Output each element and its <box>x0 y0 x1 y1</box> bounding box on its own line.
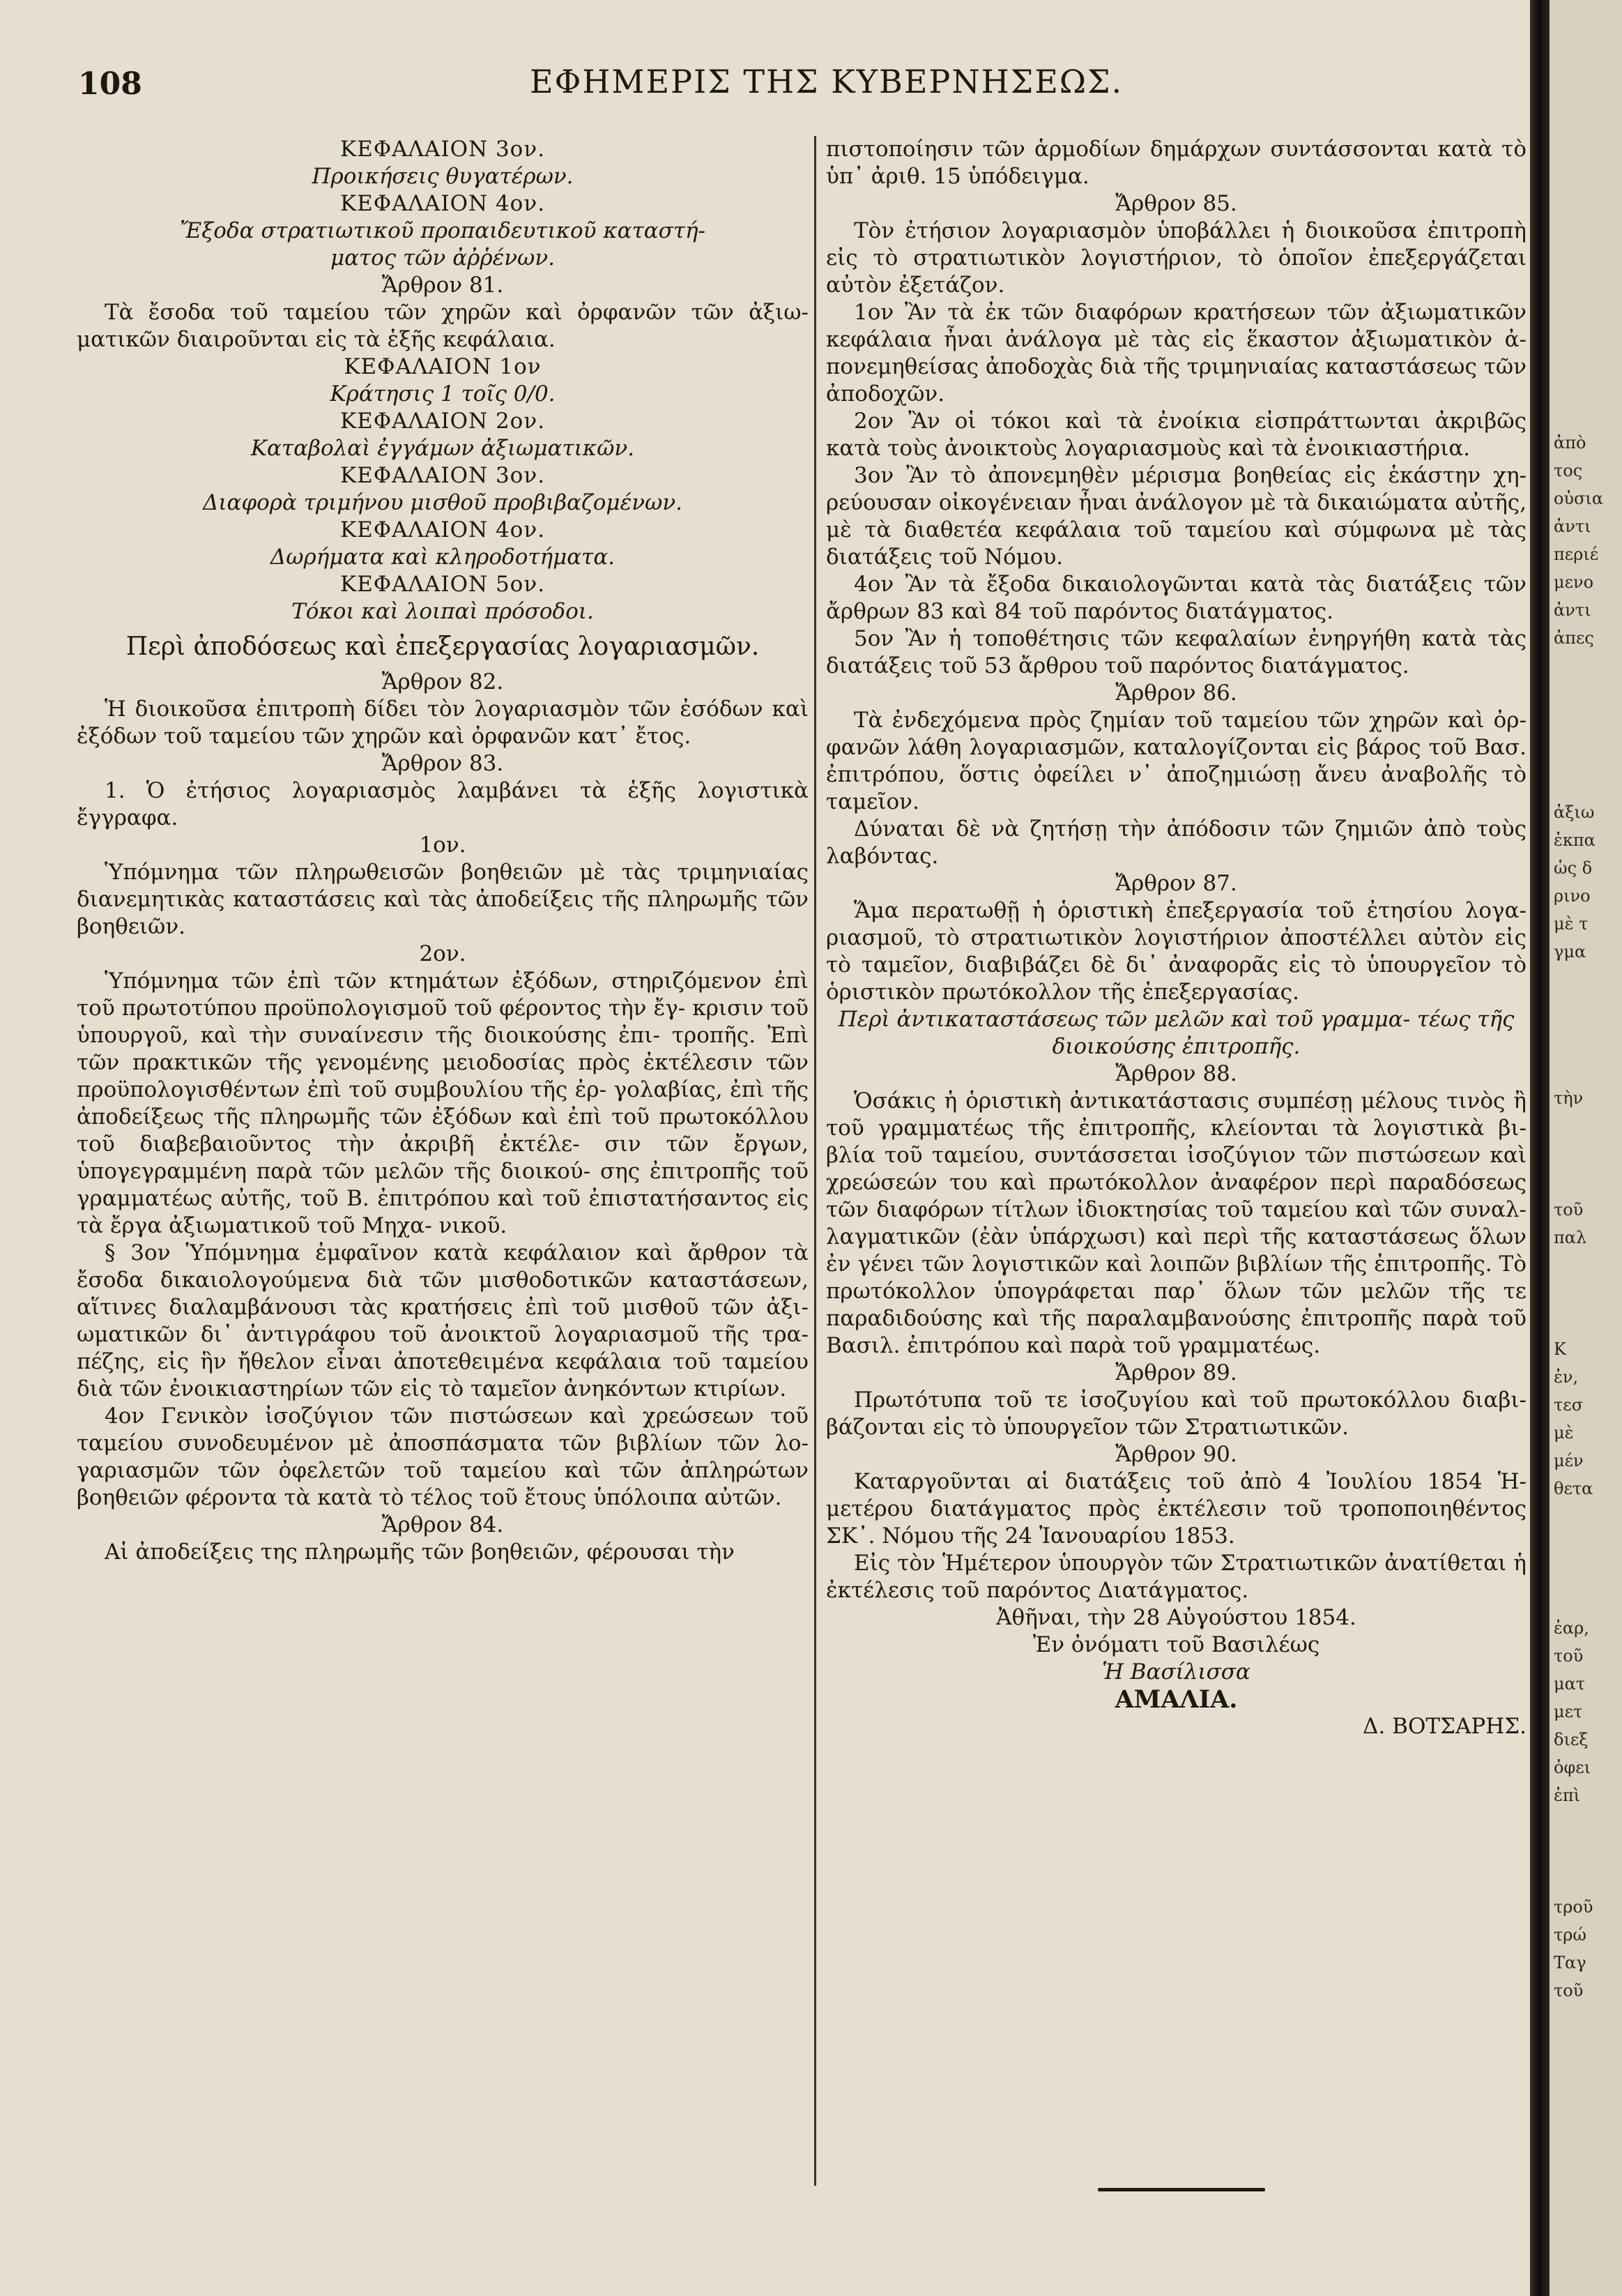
adjacent-page-fragment: ἀξιω <box>1554 803 1595 822</box>
section-heading: Προικήσεις θυγατέρων. <box>312 164 574 189</box>
section-heading: ΚΕΦΑΛΑΙΟΝ 3ον. <box>339 137 546 162</box>
section-heading: Τόκοι καὶ λοιπαὶ πρόσοδοι. <box>291 599 594 624</box>
column-divider <box>814 136 816 2186</box>
paragraph: πιστοποίησιν τῶν ἁρμοδίων δημάρχων συντάσσονται κατὰ τὸ ὑπ᾽ ἀριθ. 15 ὑπόδειγμα. <box>826 137 1527 189</box>
page-number: 108 <box>78 66 142 102</box>
adjacent-page-fragment: θετα <box>1554 1479 1593 1498</box>
adjacent-page-fragment: τρώ <box>1554 1925 1586 1945</box>
paragraph: 4ον Γενικὸν ἰσοζύγιον τῶν πιστώσεων καὶ χρεώσεων τοῦ ταμείου συνοδευμένον μὲ ἀποσπάσματα τῶν βιβλίων τῶν λο- γαριασμῶν τῶν ὀφελετῶν τοῦ ταμείου καὶ τῶν ἀπληρώτων βοηθειῶν φέροντα τὰ κατὰ τὸ τέλος τοῦ ἔτους ὑπόλοιπα αὐτῶν. <box>77 1404 809 1510</box>
adjacent-page-fragment: Ταγ <box>1554 1953 1586 1972</box>
section-heading: Ἄρθρον 82. <box>381 669 504 694</box>
adjacent-page-fragment: τεσ <box>1554 1395 1584 1415</box>
adjacent-page-fragment: ματ <box>1554 1674 1586 1694</box>
adjacent-page-fragment: ἀπες <box>1554 628 1594 648</box>
section-heading: Ἄρθρον 90. <box>1115 1442 1237 1467</box>
section-heading: Ἄρθρον 83. <box>381 751 504 776</box>
adjacent-page-fragment: μὲ τ <box>1554 914 1589 934</box>
section-heading: Ἄρθρον 81. <box>381 273 504 298</box>
paragraph: 1. Ὁ ἐτήσιος λογαριασμὸς λαμβάνει τὰ ἑξῆς λογιστικὰ ἔγγραφα. <box>77 778 809 830</box>
section-heading: ΚΕΦΑΛΑΙΟΝ 5ον. <box>339 572 546 597</box>
section-heading: Ἀθῆναι, τὴν 28 Αὐγούστου 1854. <box>996 1605 1356 1630</box>
paragraph: Καταργοῦνται αἱ διατάξεις τοῦ ἀπὸ 4 Ἰουλίου 1854 Ἡ- μετέρου διατάγματος πρὸς ἐκτέλεσιν τοῦ τροποποιηθέντος ΣΚ᾽. Νόμου τῆς 24 Ἰανουαρίου 1853. <box>826 1469 1527 1549</box>
paragraph: Τὰ ἔσοδα τοῦ ταμείου τῶν χηρῶν καὶ ὀρφανῶν τῶν ἀξιω- ματικῶν διαιροῦνται εἰς τὰ ἑξῆς κεφάλαια. <box>77 300 809 352</box>
section-heading: ΚΕΦΑΛΑΙΟΝ 4ον. <box>339 517 546 542</box>
adjacent-page-fragment: παλ <box>1554 1228 1587 1247</box>
section-heading: Ἔξοδα στρατιωτικοῦ προπαιδευτικοῦ καταστή- <box>179 218 706 243</box>
section-heading: Ἄρθρον 86. <box>1115 681 1237 706</box>
paragraph: Δύναται δὲ νὰ ζητήσῃ τὴν ἀπόδοσιν τῶν ζημιῶν ἀπὸ τοὺς λαβόντας. <box>826 816 1527 869</box>
adjacent-page-fragment: Κ <box>1554 1339 1566 1359</box>
section-heading: Κράτησις 1 τοῖς 0/0. <box>330 381 556 406</box>
binding-fold <box>1530 0 1550 2296</box>
adjacent-page-fragment: ἀντι <box>1554 600 1591 620</box>
paragraph: § 3ον Ὑπόμνημα ἐμφαῖνον κατὰ κεφάλαιον καὶ ἄρθρον τὰ ἔσοδα δικαιολογούμενα διὰ τῶν μισθοδοτικῶν καταστάσεων, αἵτινες διαλαμβάνουσι τὰς κρατήσεις ἐπὶ τοῦ μισθοῦ τῶν ἀξι- ωματικῶν δι᾽ ἀντιγράφου τοῦ ἀνοικτοῦ λογαριασμοῦ τῆς τρα- πέζης, εἰς ἣν ἤθελον εἶναι ἀποτεθειμένα κεφάλαια τοῦ ταμείου διὰ τῶν ἐνοικιαστηρίων τῶν εἰς τὸ ταμεῖον ἀνηκόντων κτιρίων. <box>77 1240 809 1401</box>
section-heading: Περὶ ἀποδόσεως καὶ ἐπεξεργασίας λογαριασμῶν. <box>125 632 760 661</box>
adjacent-page-fragment: ἀντι <box>1554 517 1591 536</box>
paragraph: Ἡ διοικοῦσα ἐπιτροπὴ δίδει τὸν λογαριασμὸν τῶν ἐσόδων καὶ ἐξόδων τοῦ ταμείου τῶν χηρῶν καὶ ὀρφανῶν κατ᾽ ἔτος. <box>77 697 809 749</box>
adjacent-page-fragment: τροῦ <box>1554 1897 1593 1917</box>
adjacent-page-fragment: ρινο <box>1554 886 1591 906</box>
section-heading: Δωρήματα καὶ κληροδοτήματα. <box>270 545 615 570</box>
paragraph: Ἅμα περατωθῇ ἡ ὁριστικὴ ἐπεξεργασία τοῦ ἐτησίου λογα- ριασμοῦ, τὸ στρατιωτικὸν λογιστήριον ἀποστέλλει αὐτὸν εἰς τὸ ταμεῖον, διαβιβάζει δὲ δι᾽ ἀναφορᾶς εἰς τὸ ὑπουργεῖον τὸ ὁριστικὸν πρωτόκολλον τῆς ἐπεξεργασίας. <box>826 898 1527 1005</box>
adjacent-page-fragment: τος <box>1554 461 1583 480</box>
section-heading: ΚΕΦΑΛΑΙΟΝ 1ον <box>344 354 542 379</box>
adjacent-page-fragment: ἐκπα <box>1554 830 1596 850</box>
adjacent-page-fragment: μετ <box>1554 1702 1583 1721</box>
adjacent-page-fragment: ἐν, <box>1554 1367 1579 1387</box>
paragraph: Ὑπόμνημα τῶν πληρωθεισῶν βοηθειῶν μὲ τὰς τριμηνιαίας διανεμητικὰς καταστάσεις καὶ τὰς ἀποδείξεις τῆς πληρωμῆς τῶν βοηθειῶν. <box>77 860 809 939</box>
adjacent-page-fragment: τοῦ <box>1554 1200 1584 1219</box>
section-heading: Ἄρθρον 89. <box>1115 1360 1237 1385</box>
adjacent-page-fragment: οὐσια <box>1554 489 1604 508</box>
adjacent-page-fragment: ἐπὶ <box>1554 1786 1581 1805</box>
paragraph: Ὁσάκις ἡ ὁριστικὴ ἀντικατάστασις συμπέσῃ μέλους τινὸς ἢ τοῦ γραμματέως τῆς ἐπιτροπῆς, κλείονται τὰ λογιστικὰ βι- βλία τοῦ ταμείου, συντάσσεται ἰσοζύγιον τῶν πιστώσεων καὶ χρεώσεών του καὶ πρωτόκολλον ἀναφέρον περὶ παραδόσεως τῶν διαφόρων τίτλων ἰδιοκτησίας τοῦ ταμείου καὶ τῶν συναλ- λαγματικῶν (ἐὰν ὑπάρχωσι) καὶ περὶ τῆς καταστάσεως ὅλων ἐν γένει τῶν λογιστικῶν καὶ λοιπῶν βιβλίων τῆς ἐπιτροπῆς. Τὸ πρωτόκολλον ὑπογράφεται παρ᾽ ὅλων τῶν μελῶν τῆς τε παραδιδούσης καὶ τῆς παραλαμβανούσης ἐπιτροπῆς παρὰ τοῦ Βασιλ. ἐπιτρόπου καὶ παρὰ τοῦ γραμματέως. <box>826 1088 1527 1358</box>
closing-rule <box>1098 2188 1265 2191</box>
adjacent-page-fragment: ἀπὸ <box>1554 433 1586 453</box>
section-heading: Ἄρθρον 88. <box>1115 1061 1237 1086</box>
section-heading: Περὶ ἀντικαταστάσεως τῶν μελῶν καὶ τοῦ γραμμα- τέως τῆς διοικούσης ἐπιτροπῆς. <box>838 1007 1515 1059</box>
paragraph: 4ον Ἂν τὰ ἔξοδα δικαιολογῶνται κατὰ τὰς διατάξεις τῶν ἄρθρων 83 καὶ 84 τοῦ παρόντος διατάγματος. <box>826 572 1527 624</box>
running-title: ΕΦΗΜΕΡΙΣ ΤΗΣ ΚΥΒΕΡΝΗΣΕΩΣ. <box>530 63 1124 100</box>
adjacent-page-fragment: τοῦ <box>1554 1646 1584 1666</box>
paragraph: Αἱ ἀποδείξεις της πληρωμῆς τῶν βοηθειῶν, φέρουσαι τὴν <box>105 1539 735 1565</box>
paragraph: Δ. ΒΟΤΣΑΡΗΣ. <box>1363 1714 1527 1739</box>
section-heading: Ἄρθρον 84. <box>381 1512 504 1537</box>
adjacent-page-fragment: περιέ <box>1554 545 1599 564</box>
adjacent-page-fragment: ἐαρ, <box>1554 1618 1589 1638</box>
section-heading: ΚΕΦΑΛΑΙΟΝ 2ον. <box>339 409 546 434</box>
section-heading: Διαφορὰ τριμήνου μισθοῦ προβιβαζομένων. <box>202 490 683 515</box>
adjacent-page-fragment: μενο <box>1554 572 1594 592</box>
paragraph: Πρωτότυπα τοῦ τε ἰσοζυγίου καὶ τοῦ πρωτοκόλλου διαβι- βάζονται εἰς τὸ ὑπουργεῖον τῶν Στρατιωτικῶν. <box>826 1388 1527 1440</box>
section-heading: Καταβολαὶ ἐγγάμων ἀξιωματικῶν. <box>250 436 635 461</box>
paragraph: Τὰ ἐνδεχόμενα πρὸς ζημίαν τοῦ ταμείου τῶν χηρῶν καὶ ὀρ- φανῶν λάθη λογαριασμῶν, καταλογίζονται εἰς βάρος τοῦ Βασ. ἐπιτρόπου, ὅστις ὀφείλει ν᾽ ἀποζημιώσῃ ἄνευ ἀναβολῆς τὸ ταμεῖον. <box>826 708 1527 814</box>
adjacent-page-fragment: διεξ <box>1554 1730 1589 1749</box>
paragraph: Εἰς τὸν Ἡμέτερον ὑπουργὸν τῶν Στρατιωτικῶν ἀνατίθεται ἡ ἐκτέλεσις τοῦ παρόντος Διατάγματος. <box>826 1551 1527 1603</box>
section-heading: ματος τῶν ἀῤῥένων. <box>330 245 556 271</box>
adjacent-page-edge <box>1550 0 1622 2296</box>
paragraph: 1ον Ἂν τὰ ἐκ τῶν διαφόρων κρατήσεων τῶν ἀξιωματικῶν κεφάλαια ἦναι ἀνάλογα μὲ τὰς εἰς ἕκαστον ἀξιωματικὸν ἀ- πονεμηθείσας ἀποδοχὰς διὰ τῆς τριμηνιαίας καταστάσεως τῶν ἀποδοχῶν. <box>826 300 1527 406</box>
section-heading: 1ον. <box>419 833 466 858</box>
paragraph: Ὑπόμνημα τῶν ἐπὶ τῶν κτημάτων ἐξόδων, στηριζόμενον ἐπὶ τοῦ πρωτοτύπου προϋπολογισμοῦ τοῦ φέροντος τὴν ἔγ- κρισιν τοῦ ὑπουργοῦ, καὶ τὴν συναίνεσιν τῆς διοικούσης ἐπι- τροπῆς. Ἐπὶ τῶν πρακτικῶν τῆς γενομένης μειοδοσίας πρὸς ἐκτέλεσιν τῶν προϋπολογισθέντων ἐπὶ τοῦ συμβουλίου τῆς ἐρ- γολαβίας, ἐπὶ τῆς ἀποδείξεως τῆς πληρωμῆς τῶν ἐξόδων καὶ ἐπὶ τοῦ πρωτοκόλλου τοῦ διαβεβαιοῦντος τὴν ἀκριβῆ ἐκτέλε- σιν τῶν ἔργων, ὑπογεγραμμένη παρὰ τῶν μελῶν τῆς διοικού- σης ἐπιτροπῆς τοῦ γραμματέως αὐτῆς, τοῦ Β. ἐπιτρόπου καὶ τοῦ ἐπιστατήσαντος εἰς τὰ ἔργα ἀξιωματικοῦ τοῦ Μηχα- νικοῦ. <box>77 968 809 1238</box>
section-heading: Ἄρθρον 87. <box>1115 871 1237 896</box>
section-heading: Ἄρθρον 85. <box>1115 191 1237 216</box>
section-heading: ΑΜΑΛΙΑ. <box>1115 1685 1238 1714</box>
adjacent-page-fragment: ὡς δ <box>1554 858 1593 878</box>
adjacent-page-fragment: μέν <box>1554 1451 1584 1470</box>
paragraph: 3ον Ἂν τὸ ἀπονεμηθὲν μέρισμα βοηθείας εἰς ἑκάστην χη- ρεύουσαν οἰκογένειαν ἦναι ἀνάλογον μὲ τὰ δικαιώματα αὐτῆς, μὲ τὰ διαθετέα κεφάλαια τοῦ ταμείου καὶ σύμφωνα μὲ τὰς διατάξεις τοῦ Νόμου. <box>826 463 1527 570</box>
paragraph: Τὸν ἐτήσιον λογαριασμὸν ὑποβάλλει ἡ διοικοῦσα ἐπιτροπὴ εἰς τὸ στρατιωτικὸν λογιστήριον, τὸ ὁποῖον ἐπεξεργάζεται αὐτὸν ἐξετάζον. <box>826 218 1527 298</box>
section-heading: 2ον. <box>419 941 466 966</box>
left-column <box>77 136 809 1566</box>
adjacent-page-fragment: ὀφει <box>1554 1758 1591 1777</box>
adjacent-page-fragment: τοῦ <box>1554 1981 1584 2000</box>
paragraph: 2ον Ἂν οἱ τόκοι καὶ τὰ ἐνοίκια εἰσπράττωνται ἀκριβῶς κατὰ τοὺς ἀνοικτοὺς λογαριασμοὺς καὶ τὰ ἐνοικιαστήρια. <box>826 409 1527 461</box>
section-heading: ΚΕΦΑΛΑΙΟΝ 4ον. <box>339 191 546 216</box>
section-heading: Ἡ Βασίλισσα <box>1102 1659 1250 1685</box>
adjacent-page-fragment: γμα <box>1554 942 1586 961</box>
adjacent-page-fragment: τὴν <box>1554 1088 1584 1108</box>
right-column <box>826 136 1527 1740</box>
section-heading: Ἐν ὀνόματι τοῦ Βασιλέως <box>1032 1632 1320 1657</box>
section-heading: ΚΕΦΑΛΑΙΟΝ 3ον. <box>339 463 546 488</box>
adjacent-page-fragment: μὲ <box>1554 1423 1574 1443</box>
paragraph: 5ον Ἂν ἡ τοποθέτησις τῶν κεφαλαίων ἐνηργήθη κατὰ τὰς διατάξεις τοῦ 53 ἄρθρου τοῦ παρόντος διατάγματος. <box>826 626 1527 678</box>
